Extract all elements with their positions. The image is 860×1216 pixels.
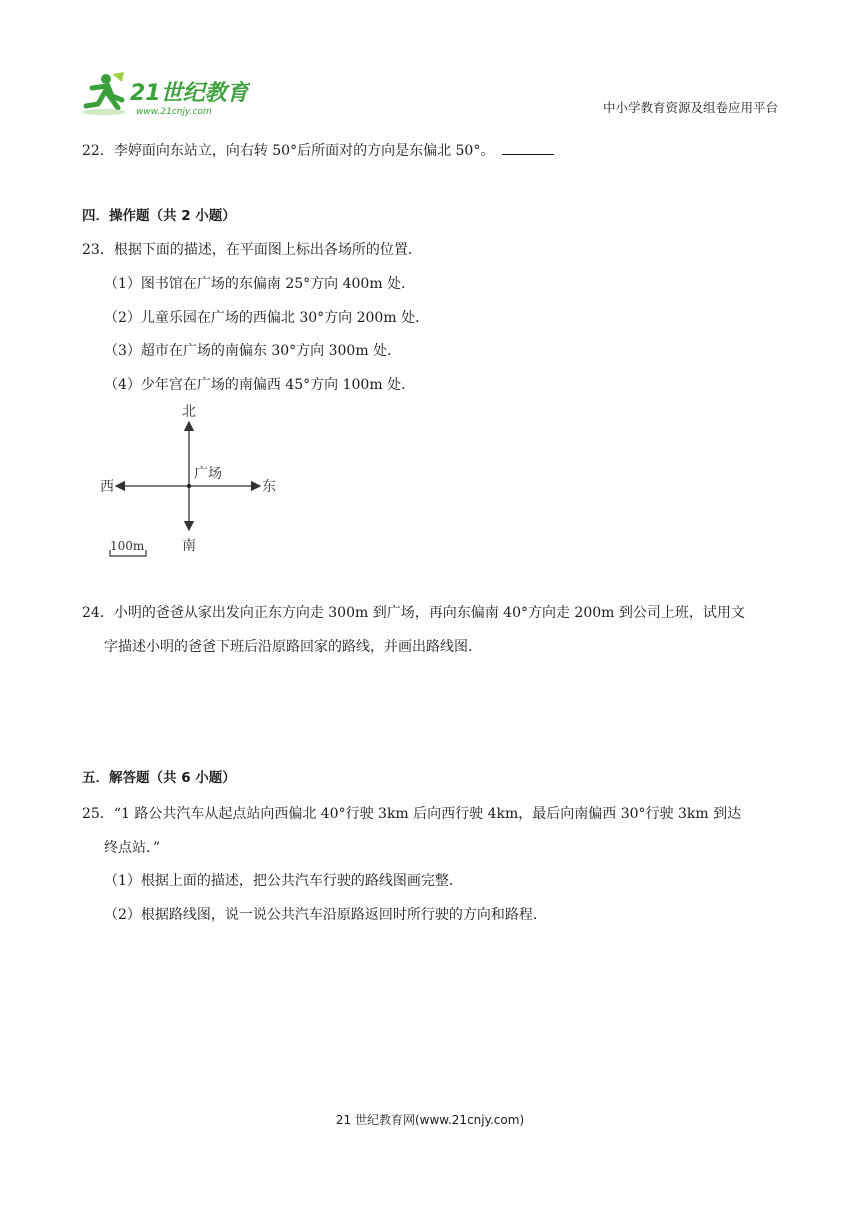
question-22-text: 22．李婷面向东站立，向右转 50°后所面对的方向是东偏北 50°。: [82, 143, 495, 159]
site-logo: [78, 70, 250, 120]
center-label: 广场: [194, 466, 222, 482]
question-25-line-2: 终点站．”: [104, 840, 161, 856]
scale-label: 100m: [110, 539, 145, 553]
answer-blank[interactable]: [502, 140, 554, 155]
footer-text: 21 世纪教育网(www.21cnjy.com): [335, 1113, 525, 1127]
question-25-item-1: （1）根据上面的描述，把公共汽车行驶的路线图画完整．: [104, 873, 463, 889]
north-label: 北: [182, 404, 196, 420]
compass-diagram: [92, 400, 292, 560]
question-23-stem: 23．根据下面的描述，在平面图上标出各场所的位置．: [82, 242, 422, 258]
question-25-line-1: 25．“1 路公共汽车从起点站向西偏北 40°行驶 3km 后向西行驶 4km，最后向南偏西 30°行驶 3km 到达: [82, 806, 742, 822]
runner-icon: [82, 72, 126, 115]
question-22: [82, 140, 554, 161]
east-label: 东: [262, 479, 276, 495]
south-label: 南: [182, 538, 196, 554]
question-23-item-1: （1）图书馆在广场的东偏南 25°方向 400m 处．: [104, 276, 416, 292]
question-24-line-2: 字描述小明的爸爸下班后沿原路回家的路线，并画出路线图．: [104, 639, 482, 655]
platform-name: 中小学教育资源及组卷应用平台: [602, 100, 778, 115]
question-23-item-4: （4）少年宫在广场的南偏西 45°方向 100m 处．: [104, 377, 416, 393]
center-point: [187, 484, 191, 488]
question-23-item-2: （2）儿童乐园在广场的西偏北 30°方向 200m 处．: [104, 310, 430, 326]
question-25-item-2: （2）根据路线图，说一说公共汽车沿原路返回时所行驶的方向和路程．: [104, 907, 547, 923]
question-23-item-3: （3）超市在广场的南偏东 30°方向 300m 处．: [104, 343, 402, 359]
west-label: 西: [100, 479, 114, 495]
logo-text: 21世纪教育: [130, 81, 249, 106]
question-24-line-1: 24．小明的爸爸从家出发向正东方向走 300m 到广场，再向东偏南 40°方向走 200m 到公司上班，试用文: [82, 605, 745, 621]
section-4-title: 四．操作题（共 2 小题）: [82, 208, 236, 224]
section-5-title: 五．解答题（共 6 小题）: [82, 770, 236, 786]
logo-url: www.21cnjy.com: [136, 107, 212, 117]
